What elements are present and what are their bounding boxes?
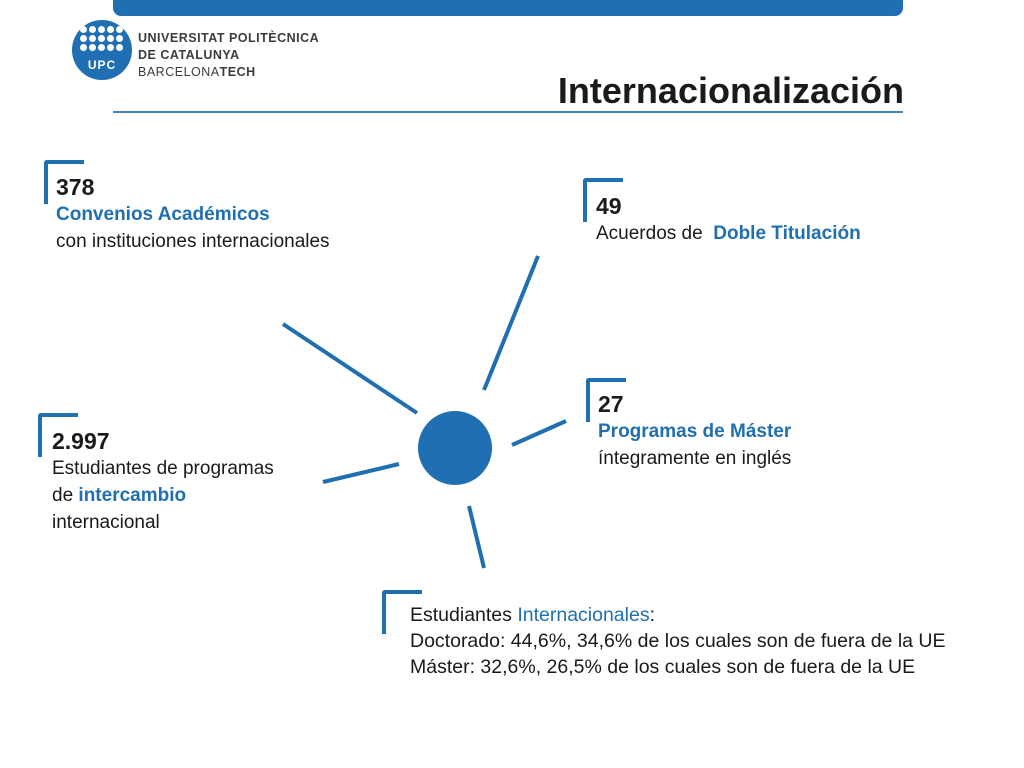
international-prefix: Estudiantes (410, 604, 512, 626)
university-line-3a: BARCELONA (138, 65, 220, 79)
international-block (410, 602, 990, 680)
spoke-double-degree (484, 256, 538, 390)
double-degree-line (596, 220, 861, 247)
exchange-line-3: internacional (52, 512, 160, 533)
double-degree-prefix: Acuerdos de (596, 223, 703, 244)
double-degree-block (596, 192, 861, 247)
university-line-2: DE CATALUNYA (138, 48, 240, 62)
spoke-agreements (283, 324, 417, 413)
masters-block (598, 390, 791, 472)
double-degree-value: 49 (596, 193, 622, 219)
spoke-international (469, 506, 484, 568)
exchange-line-2 (52, 482, 274, 509)
spoke-masters (512, 421, 566, 445)
masters-detail: íntegramente en inglés (598, 448, 792, 469)
double-degree-label: Doble Titulación (713, 223, 861, 244)
international-label: Internacionales (517, 604, 650, 626)
logo-text: UPC (87, 58, 117, 72)
international-heading (410, 602, 990, 628)
page-title: Internacionalización (557, 70, 904, 111)
exchange-line-1: Estudiantes de programas (52, 458, 274, 479)
international-master: Máster: 32,6%, 26,5% de los cuales son de fuera de la UE (410, 656, 916, 678)
spoke-exchange (323, 464, 399, 482)
university-line-3b: TECH (219, 65, 256, 79)
exchange-line-2-label: intercambio (78, 485, 187, 506)
masters-value: 27 (598, 391, 624, 417)
agreements-label: Convenios Académicos (56, 204, 270, 225)
agreements-block (56, 173, 330, 255)
agreements-value: 378 (56, 174, 95, 200)
international-suffix: : (649, 604, 656, 626)
exchange-block (52, 427, 274, 536)
international-doctorate: Doctorado: 44,6%, 34,6% de los cuales son de fuera de la UE (410, 630, 946, 652)
exchange-line-2-prefix: de (52, 485, 74, 506)
university-line-1: UNIVERSITAT POLITÈCNICA (138, 31, 320, 45)
masters-label: Programas de Máster (598, 421, 792, 442)
hub-circle (418, 411, 492, 485)
agreements-detail: con instituciones internacionales (56, 231, 330, 252)
exchange-value: 2.997 (52, 428, 110, 454)
